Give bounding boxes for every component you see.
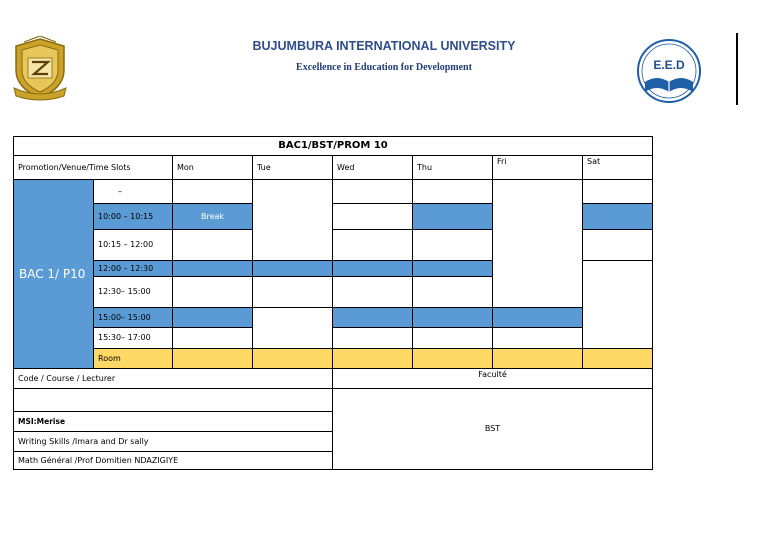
wed-cell [333,180,413,204]
wed-cell [333,204,413,230]
sat-cell [583,261,652,349]
group-label: BAC 1/ P10 [14,180,94,369]
day-thu: Thu [413,156,493,180]
mon-cell [173,328,253,349]
fri-cell [493,180,583,308]
course-empty-row [14,389,333,412]
course-row: MSI:Merise [14,412,333,432]
tue-cell [253,308,333,349]
wed-cell [333,328,413,349]
timetable [13,136,653,470]
tue-cell [253,277,333,308]
faculty-header: Faculté [333,369,652,389]
corner-header: Promotion/Venue/Time Slots [14,156,173,180]
sat-cell [583,204,652,230]
tue-room-cell [253,349,333,369]
mon-cell [173,308,253,328]
sat-cell [583,230,652,261]
mon-cell [173,261,253,277]
slot-label: 12:30– 15:00 [94,277,173,308]
slot-label: 15:30– 17:00 [94,328,173,349]
wed-cell [333,277,413,308]
sat-cell [583,180,652,204]
break-cell: Break [173,204,253,230]
slot-label: – [94,180,173,204]
day-sat: Sat [583,156,652,180]
timetable-title: BAC1/BST/PROM 10 [14,137,652,156]
thu-cell [413,277,493,308]
thu-cell [413,204,493,230]
slot-label: 15:00– 15:00 [94,308,173,328]
mon-cell [173,180,253,204]
mon-cell [173,230,253,261]
sat-room-cell [583,349,652,369]
day-fri: Fri [493,156,583,180]
wed-cell [333,230,413,261]
thu-cell [413,328,493,349]
mon-cell [173,277,253,308]
mon-room-cell [173,349,253,369]
faculty-value: BST [484,424,501,433]
fri-cell [493,308,583,328]
course-header: Code / Course / Lecturer [14,369,333,389]
day-mon: Mon [173,156,253,180]
fri-cell [493,328,583,349]
slot-label: 10:00 – 10:15 [94,204,173,230]
slot-label: Room [94,349,173,369]
day-tue: Tue [253,156,333,180]
fri-room-cell [493,349,583,369]
university-motto: Excellence in Education for Development [296,62,472,73]
day-wed: Wed [333,156,413,180]
slot-label: 10:15 – 12:00 [94,230,173,261]
university-name: BUJUMBURA INTERNATIONAL UNIVERSITY [252,39,516,53]
wed-cell [333,261,413,277]
thu-room-cell [413,349,493,369]
course-row: Writing Skills /Imara and Dr sally [14,432,333,452]
wed-room-cell [333,349,413,369]
wed-cell [333,308,413,328]
tue-cell [253,261,333,277]
right-logo-text: E.E.D [653,58,685,72]
tue-cell [253,180,333,261]
thu-cell [413,261,493,277]
thu-cell [413,230,493,261]
slot-label: 12:00 – 12:30 [94,261,173,277]
thu-cell [413,308,493,328]
thu-cell [413,180,493,204]
course-row: Math Général /Prof Domitien NDAZIGIYE [14,452,333,469]
